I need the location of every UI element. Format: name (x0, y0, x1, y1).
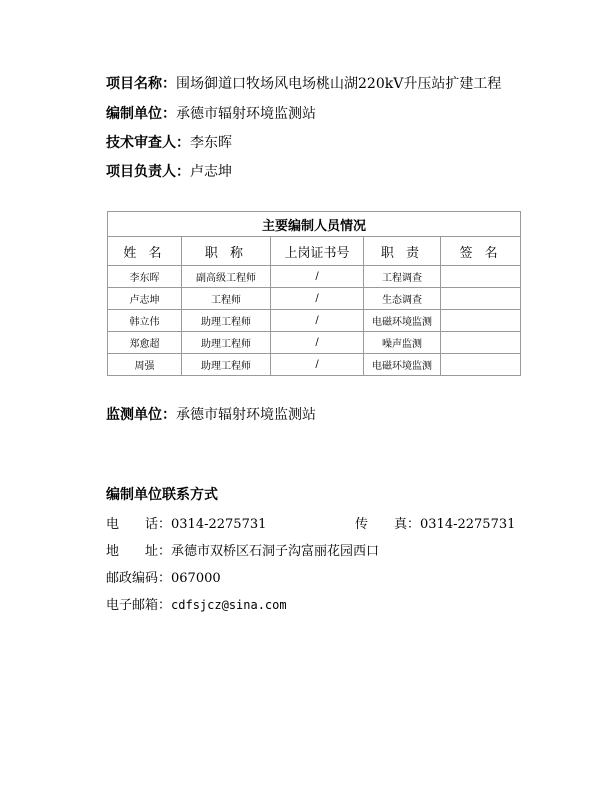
email-label: 电子邮箱： (106, 598, 172, 613)
monitor-line (106, 404, 316, 424)
cell-duty: 噪声监测 (364, 332, 441, 354)
leader-line (106, 161, 232, 181)
fax-line (355, 513, 515, 532)
header-duty: 职 责 (364, 237, 441, 266)
postcode-value: 067000 (171, 571, 221, 586)
cell-signature (441, 266, 521, 288)
cell-name: 李东晖 (108, 266, 182, 288)
address-label: 地 址： (106, 544, 172, 559)
cell-title: 助理工程师 (182, 310, 271, 332)
header-title: 职 称 (182, 237, 271, 266)
phone-value: 0314-2275731 (171, 517, 267, 532)
reviewer-value: 李东晖 (190, 135, 232, 151)
phone-label: 电 话： (106, 517, 172, 532)
email-value: cdfsjcz@sina.com (171, 598, 287, 612)
header-certificate: 上岗证书号 (271, 237, 364, 266)
cell-certificate: / (271, 310, 364, 332)
unit-label: 编制单位： (106, 106, 176, 122)
project-name-value: 围场御道口牧场风电场桃山湖220kV升压站扩建工程 (176, 76, 502, 92)
cell-duty: 生态调查 (364, 288, 441, 310)
reviewer-line (106, 132, 232, 152)
email-line (106, 594, 287, 613)
table-row (108, 288, 521, 310)
cell-certificate: / (271, 354, 364, 376)
postcode-label: 邮政编码： (106, 571, 172, 586)
cell-name: 周强 (108, 354, 182, 376)
cell-title: 助理工程师 (182, 332, 271, 354)
cell-certificate: / (271, 266, 364, 288)
staff-table-caption-row (108, 212, 521, 237)
cell-certificate: / (271, 288, 364, 310)
staff-table-header-row (108, 237, 521, 266)
reviewer-label: 技术审查人： (106, 135, 190, 151)
cell-signature (441, 288, 521, 310)
cell-name: 韩立伟 (108, 310, 182, 332)
postcode-line (106, 567, 221, 586)
cell-signature (441, 354, 521, 376)
header-signature: 签 名 (441, 237, 521, 266)
monitor-label: 监测单位： (106, 407, 176, 423)
project-name-line (106, 73, 501, 93)
leader-label: 项目负责人： (106, 164, 190, 180)
table-row (108, 310, 521, 332)
contact-title: 编制单位联系方式 (106, 487, 218, 503)
table-row (108, 332, 521, 354)
cell-duty: 电磁环境监测 (364, 354, 441, 376)
cell-signature (441, 310, 521, 332)
fax-value: 0314-2275731 (420, 517, 516, 532)
cell-title: 工程师 (182, 288, 271, 310)
cell-title: 副高级工程师 (182, 266, 271, 288)
staff-table (107, 211, 521, 376)
cell-duty: 工程调查 (364, 266, 441, 288)
unit-value: 承德市辐射环境监测站 (176, 106, 316, 122)
table-row (108, 266, 521, 288)
cell-title: 助理工程师 (182, 354, 271, 376)
unit-line (106, 103, 316, 123)
monitor-value: 承德市辐射环境监测站 (176, 407, 316, 423)
staff-table-caption: 主要编制人员情况 (108, 212, 521, 237)
fax-label: 传 真： (355, 517, 421, 532)
phone-line (106, 513, 266, 532)
project-name-label: 项目名称： (106, 76, 176, 92)
address-line (106, 540, 379, 559)
leader-value: 卢志坤 (190, 164, 232, 180)
cell-duty: 电磁环境监测 (364, 310, 441, 332)
cell-name: 郑愈超 (108, 332, 182, 354)
cell-certificate: / (271, 332, 364, 354)
cell-signature (441, 332, 521, 354)
cell-name: 卢志坤 (108, 288, 182, 310)
header-name: 姓 名 (108, 237, 182, 266)
address-value: 承德市双桥区石洞子沟富丽花园西口 (171, 544, 380, 559)
table-row (108, 354, 521, 376)
